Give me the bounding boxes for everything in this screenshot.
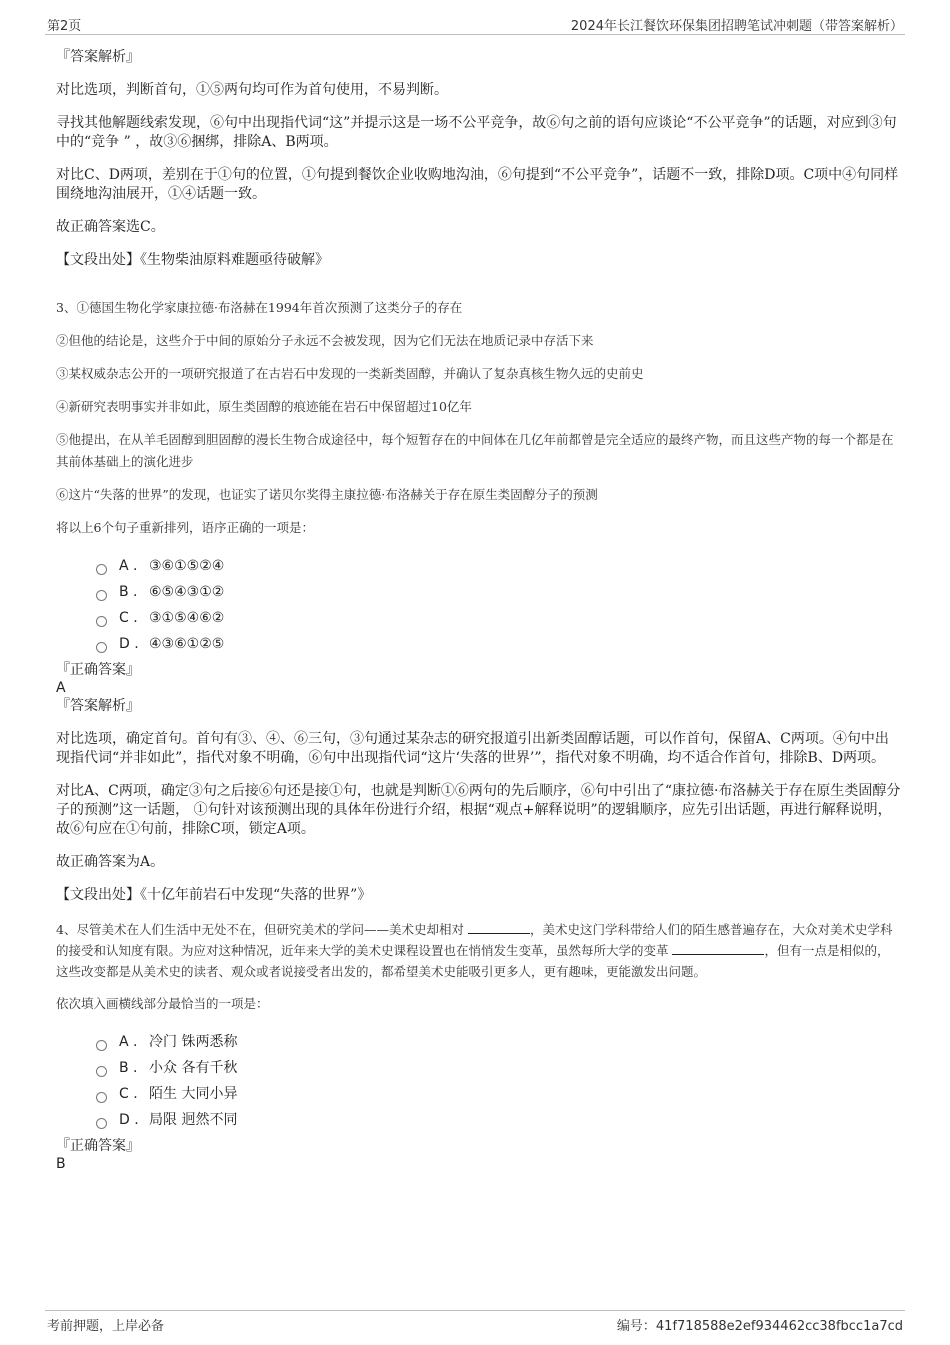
- page-number: 第2页: [47, 19, 82, 34]
- radio-button[interactable]: [96, 642, 107, 653]
- analysis-paragraph: 对比选项，判断首句，①⑤两句均可作为首句使用，不易判断。: [56, 82, 448, 98]
- option-letter: C .: [119, 610, 138, 626]
- question-sentence: ⑤他提出，在从羊毛固醇到胆固醇的漫长生物合成途径中，每个短暂存在的中间体在几亿年前都曾是完全适应的最终产物，而且这些产物的每一个都是在其前体基础上的演化进步: [56, 432, 894, 469]
- radio-button[interactable]: [96, 1092, 107, 1103]
- question-sentence: 3、①德国生物化学家康拉德·布洛赫在1994年首次预测了这类分子的存在: [56, 300, 463, 315]
- question-4: [56, 919, 901, 1172]
- question-3: [56, 297, 901, 905]
- option-letter: A .: [119, 1034, 138, 1050]
- radio-button[interactable]: [96, 1066, 107, 1077]
- option-text: 陌生 大同小异: [149, 1086, 238, 1102]
- radio-button[interactable]: [96, 590, 107, 601]
- radio-button[interactable]: [96, 564, 107, 575]
- answer-options: [96, 553, 901, 657]
- question-stem: [56, 919, 901, 982]
- option-text: ⑥⑤④③①②: [149, 584, 225, 600]
- option-text: 局限 迥然不同: [149, 1112, 238, 1128]
- stem-text: ，美术史这门学科带给人们的陌生感普遍存在，大众对美术史学科的接受和认知度有限。为应对这种情况，近年来大学的美术史课程设置也在悄悄发生变革，虽然每所大学的变革: [56, 922, 893, 958]
- option-c[interactable]: [96, 1081, 901, 1107]
- correct-answer: B: [56, 1156, 66, 1172]
- fill-blank-1: [468, 921, 530, 934]
- analysis-paragraph: 对比C、D两项，差别在于①句的位置，①句提到餐饮企业收购地沟油，⑥句提到“不公平竞争”，话题不一致，排除D项。C项中④句同样围绕地沟油展开，①④话题一致。: [56, 167, 899, 202]
- question-prompt: 将以上6个句子重新排列，语序正确的一项是：: [56, 520, 314, 535]
- source-citation: 【文段出处】《生物柴油原料难题亟待破解》: [56, 252, 329, 268]
- page-header: [45, 14, 905, 35]
- correct-answer-label: 『正确答案』: [56, 662, 140, 678]
- analysis-paragraph: 对比A、C两项，确定③句之后接⑥句还是接①句，也就是判断①⑥两句的先后顺序，⑥句中引出了“康拉德·布洛赫关于存在原生类固醇分子的预测”这一话题， ①句针对该预测出现的具体年份进行介绍，根据“观点+解释说明”的逻辑顺序，应先引出话题，再进行解释说明，故⑥句应在①句前，排除C项，锁定A项。: [56, 783, 901, 837]
- correct-answer-label: 『正确答案』: [56, 1138, 140, 1154]
- option-letter: D .: [119, 636, 139, 652]
- analysis-conclusion: 故正确答案选C。: [56, 219, 165, 235]
- stem-text: 4、尽管美术在人们生活中无处不在，但研究美术的学问——美术史却相对: [56, 922, 468, 937]
- question-sentence: ⑥这片“失落的世界”的发现，也证实了诺贝尔奖得主康拉德·布洛赫关于存在原生类固醇分子的预测: [56, 487, 598, 502]
- answer-options: [96, 1029, 901, 1133]
- page-footer: [45, 1310, 905, 1335]
- question-prompt: 依次填入画横线部分最恰当的一项是：: [56, 996, 269, 1011]
- fill-blank-2: [672, 942, 764, 955]
- option-text: 冷门 铢两悉称: [149, 1034, 238, 1050]
- radio-button[interactable]: [96, 616, 107, 627]
- analysis-label: 『答案解析』: [56, 698, 140, 714]
- option-a[interactable]: [96, 553, 901, 579]
- footer-slogan: 考前押题，上岸必备: [47, 1319, 165, 1334]
- radio-button[interactable]: [96, 1040, 107, 1051]
- document-id: 编号：41f718588e2ef934462cc38fbcc1a7cd: [616, 1319, 903, 1334]
- radio-button[interactable]: [96, 1118, 107, 1129]
- option-c[interactable]: [96, 605, 901, 631]
- option-text: ④③⑥①②⑤: [149, 636, 225, 652]
- option-a[interactable]: [96, 1029, 901, 1055]
- analysis-paragraph: 对比选项，确定首句。首句有③、④、⑥三句，③句通过某杂志的研究报道引出新类固醇话题，可以作首句，保留A、C两项。④句中出现指代词“并非如此”，指代对象不明确，⑥句中出现指代词“这片‘失落的世界’”，指代对象不明确，均不适合作首句，排除B、D两项。: [56, 731, 889, 766]
- question-sentence: ③某权威杂志公开的一项研究报道了在古岩石中发现的一类新类固醇，并确认了复杂真核生物久远的史前史: [56, 366, 644, 381]
- option-b[interactable]: [96, 579, 901, 605]
- analysis-label: 『答案解析』: [56, 49, 140, 65]
- analysis-conclusion: 故正确答案为A。: [56, 854, 165, 870]
- option-letter: B .: [119, 1060, 138, 1076]
- option-text: ③⑥①⑤②④: [149, 558, 225, 574]
- question-sentence: ④新研究表明事实并非如此，原生类固醇的痕迹能在岩石中保留超过10亿年: [56, 399, 472, 414]
- option-d[interactable]: [96, 631, 901, 657]
- option-letter: D .: [119, 1112, 139, 1128]
- option-letter: A .: [119, 558, 138, 574]
- correct-answer: A: [56, 680, 66, 696]
- option-d[interactable]: [96, 1107, 901, 1133]
- option-b[interactable]: [96, 1055, 901, 1081]
- option-letter: C .: [119, 1086, 138, 1102]
- document-title: 2024年长江餐饮环保集团招聘笔试冲刺题（带答案解析）: [570, 19, 903, 34]
- option-text: 小众 各有千秋: [149, 1060, 238, 1076]
- option-letter: B .: [119, 584, 138, 600]
- source-citation: 【文段出处】《十亿年前岩石中发现“失落的世界”》: [56, 887, 372, 903]
- stem-text: ，但有一点是相似的，这些改变都是从美术史的读者、观众或者说接受者出发的，都希望美术史能吸引更多人，更有趣味，更能激发出问题。: [56, 943, 890, 979]
- question-sentence: ②但他的结论是，这些介于中间的原始分子永远不会被发现，因为它们无法在地质记录中存活下来: [56, 333, 594, 348]
- analysis-paragraph: 寻找其他解题线索发现，⑥句中出现指代词“这”并提示这是一场不公平竞争，故⑥句之前的语句应谈论“不公平竞争”的话题，对应到③句中的“竞争 ” ，故③⑥捆绑，排除A、B两项。: [56, 115, 897, 150]
- option-text: ③①⑤④⑥②: [149, 610, 225, 626]
- page-content: [56, 46, 901, 1172]
